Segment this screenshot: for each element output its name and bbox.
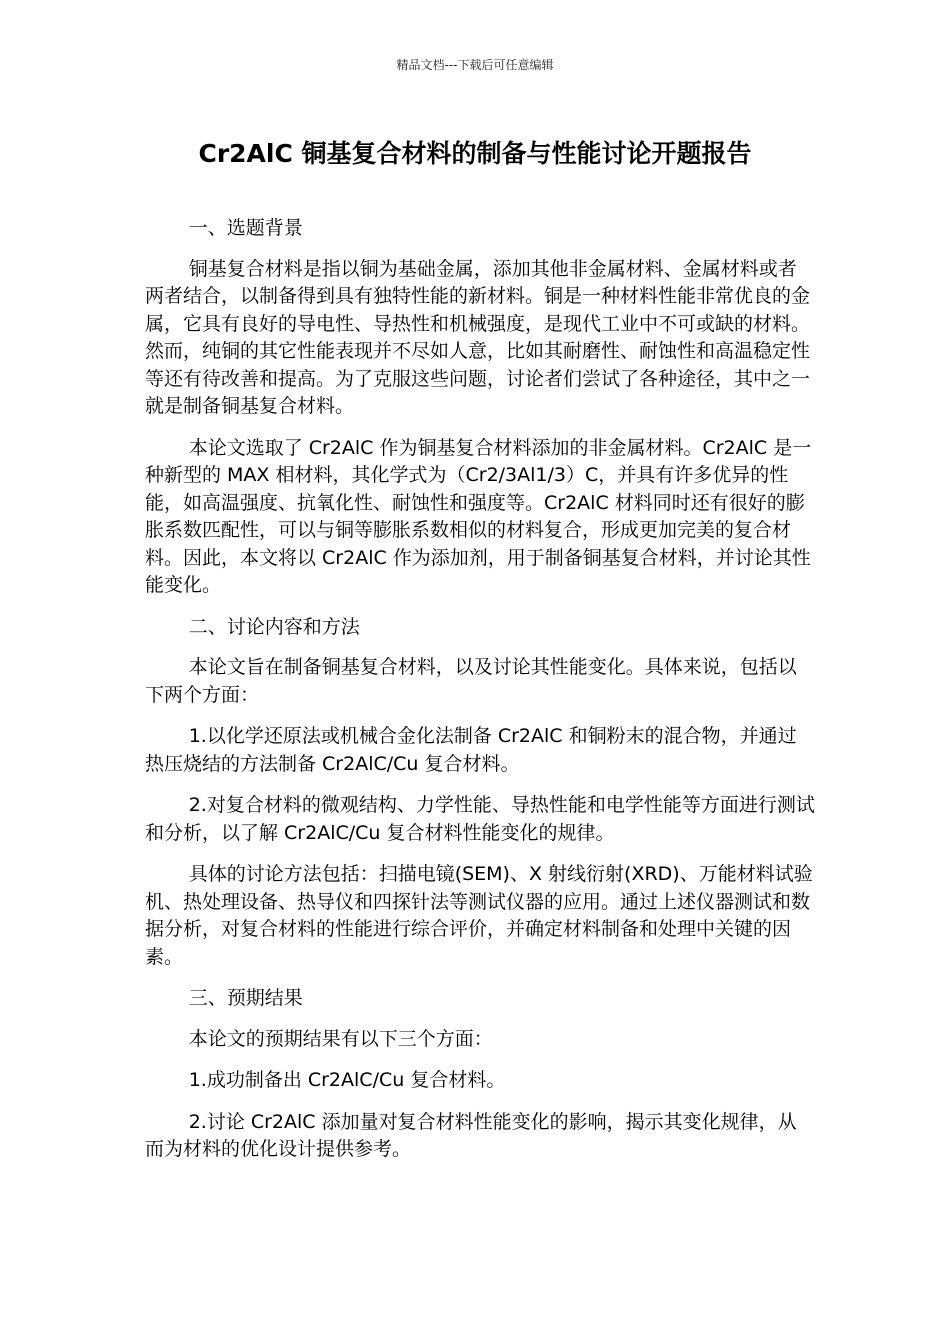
page-header: 精品文档---下载后可任意编辑: [396, 58, 554, 72]
paragraph-expected-intro: 本论文的预期结果有以下三个方面：: [188, 1027, 493, 1050]
paragraph-aims: 本论文旨在制备铜基复合材料，以及讨论其性能变化。具体来说，包括以下两个方面：: [145, 656, 797, 706]
section-heading-expected-results: 三、预期结果: [188, 987, 303, 1009]
paragraph-background: 铜基复合材料是指以铜为基础金属，添加其他非金属材料、金属材料或者两者结合，以制备得到具有独特性能的新材料。铜是一种材料性能非常优良的金属，它具有良好的导电性、导热性和机械强度，是现代工业中不可或缺的材料。然而，纯铜的其它性能表现并不尽如人意，比如其耐磨性、耐蚀性和高温稳定性等还有待改善和提高。为了克服这些问题，讨论者们尝试了各种途径，其中之一就是制备铜基复合材料。: [145, 257, 811, 417]
list-item-method-1: 1.以化学还原法或机械合金化法制备 Cr2AlC 和铜粉末的混合物，并通过热压烧结的方法制备 Cr2AlC/Cu 复合材料。: [145, 725, 797, 775]
section-heading-content-methods: 二、讨论内容和方法: [188, 615, 360, 638]
section-heading-background: 一、选题背景: [188, 217, 303, 239]
paragraph-material-choice: 本论文选取了 Cr2AlC 作为铜基复合材料添加的非金属材料。Cr2AlC 是一种新型的 MAX 相材料，其化学式为（Cr2/3Al1/3）C，并具有许多优异的性能，如高温强度、抗氧化性、耐蚀性和强度等。Cr2AlC 材料同时还有很好的膨胀系数匹配性，可以与铜等膨胀系数相似的材料复合，形成更加完美的复合材料。因此，本文将以 Cr2AlC 作为添加剂，用于制备铜基复合材料，并讨论其性能变化。: [145, 436, 812, 596]
document-title: Cr2AlC 铜基复合材料的制备与性能讨论开题报告: [198, 139, 752, 168]
list-item-result-2: 2.讨论 Cr2AlC 添加量对复合材料性能变化的影响，揭示其变化规律，从而为材料的优化设计提供参考。: [145, 1110, 797, 1160]
document-body: [145, 215, 815, 1178]
list-item-result-1: 1.成功制备出 Cr2AlC/Cu 复合材料。: [188, 1069, 506, 1091]
list-item-method-2: 2.对复合材料的微观结构、力学性能、导热性能和电学性能等方面进行测试和分析，以了解 Cr2AlC/Cu 复合材料性能变化的规律。: [145, 794, 815, 844]
paragraph-test-methods: 具体的讨论方法包括：扫描电镜(SEM)、X 射线衍射(XRD)、万能材料试验机、热处理设备、热导仪和四探针法等测试仪器的应用。通过上述仪器测试和数据分析，对复合材料的性能进行综合评价，并确定材料制备和处理中关键的因素。: [145, 863, 813, 968]
